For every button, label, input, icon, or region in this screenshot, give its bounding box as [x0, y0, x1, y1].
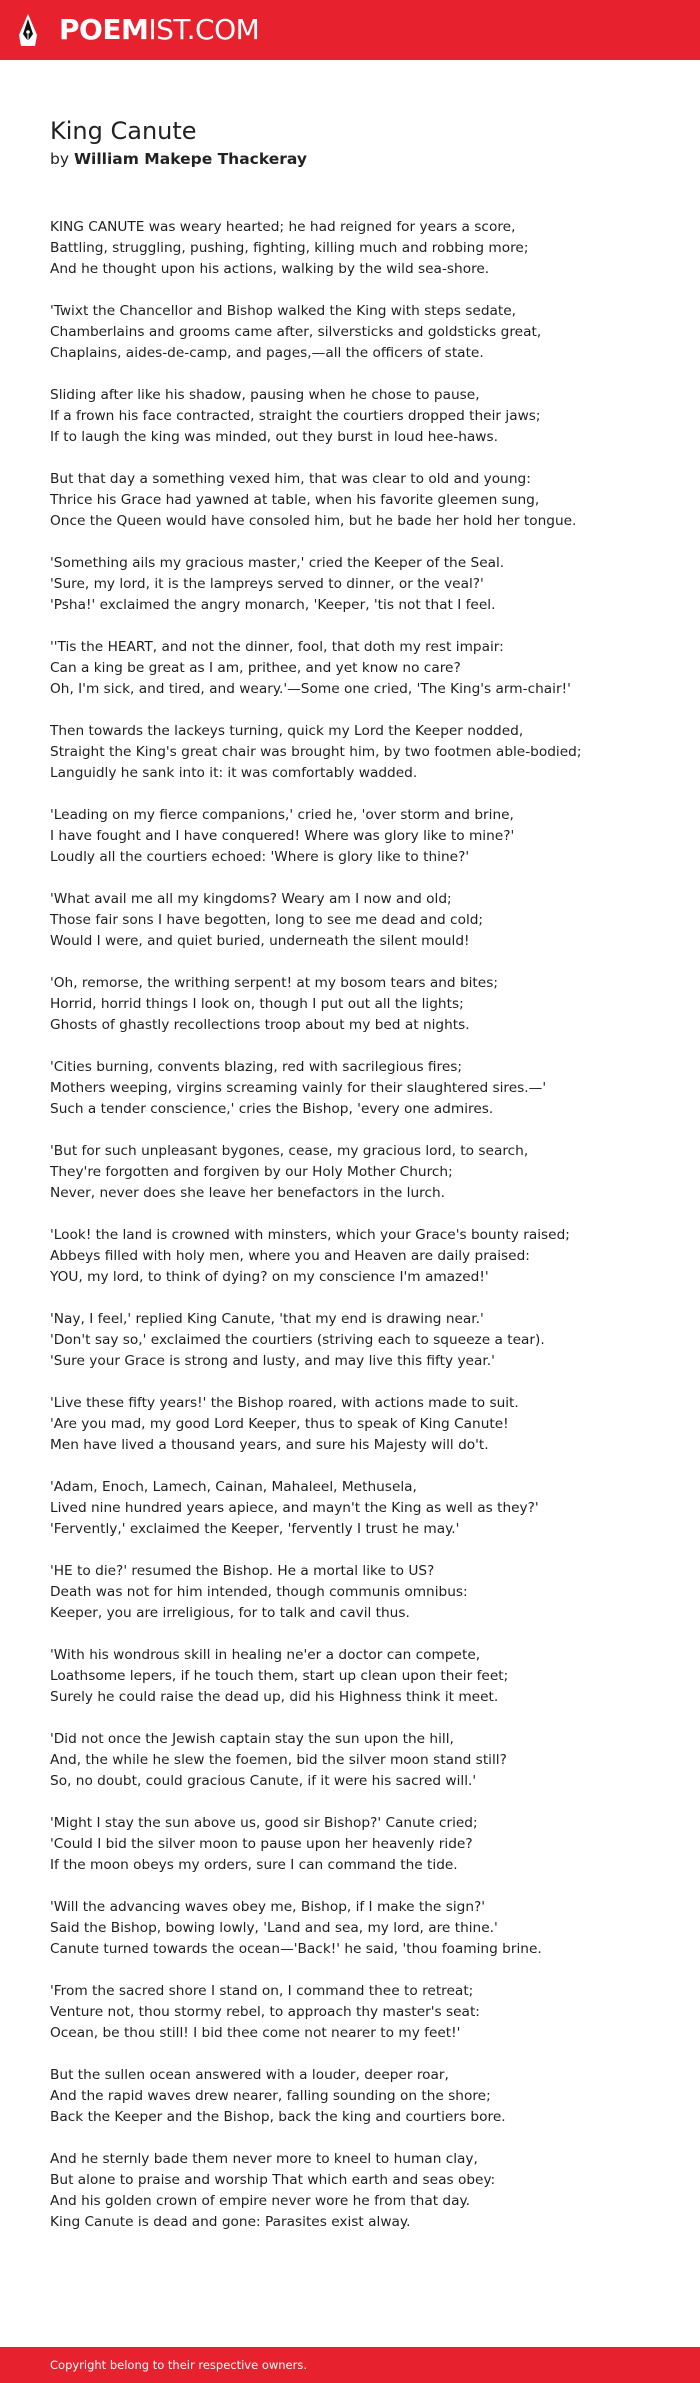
poem-line: Mothers weeping, virgins screaming vainly for their slaughtered sires.—' [50, 1080, 547, 1096]
poem-line: And, the while he slew the foemen, bid the silver moon stand still? [50, 1752, 507, 1768]
poem-line: If to laugh the king was minded, out they burst in loud hee-haws. [50, 429, 498, 445]
stanza [50, 973, 650, 1036]
site-logo[interactable] [59, 13, 260, 46]
poem-line: Said the Bishop, bowing lowly, 'Land and sea, my lord, are thine.' [50, 1920, 498, 1936]
logo-text-light: IST.COM [148, 13, 260, 46]
poem-line: Chamberlains and grooms came after, silversticks and goldsticks great, [50, 324, 542, 340]
poem-line: I have fought and I have conquered! Where was glory like to mine?' [50, 828, 515, 844]
poem-line: If the moon obeys my orders, sure I can command the tide. [50, 1857, 458, 1873]
stanza [50, 1645, 650, 1708]
poem-line: Surely he could raise the dead up, did his Highness think it meet. [50, 1689, 499, 1705]
poem-line: They're forgotten and forgiven by our Holy Mother Church; [50, 1164, 453, 1180]
poem-line: And he sternly bade them never more to kneel to human clay, [50, 2151, 478, 2167]
stanza [50, 301, 650, 364]
author-name[interactable]: William Makepe Thackeray [73, 150, 307, 168]
poem-line: 'Are you mad, my good Lord Keeper, thus to speak of King Canute! [50, 1416, 509, 1432]
poem-line: 'From the sacred shore I stand on, I command thee to retreat; [50, 1983, 474, 1999]
poem-line: 'Nay, I feel,' replied King Canute, 'that my end is drawing near.' [50, 1311, 484, 1327]
poem-line: Never, never does she leave her benefactors in the lurch. [50, 1185, 445, 1201]
poem-line: Loudly all the courtiers echoed: 'Where is glory like to thine?' [50, 849, 470, 865]
poem-line: And his golden crown of empire never wore he from that day. [50, 2193, 471, 2209]
stanza [50, 1225, 650, 1288]
poem-line: If a frown his face contracted, straight the courtiers dropped their jaws; [50, 408, 541, 424]
poem-line: 'Don't say so,' exclaimed the courtiers (striving each to squeeze a tear). [50, 1332, 545, 1348]
poem-line: Horrid, horrid things I look on, though I put out all the lights; [50, 996, 464, 1012]
poem-line: 'Psha!' exclaimed the angry monarch, 'Keeper, 'tis not that I feel. [50, 597, 496, 613]
poem-line: Chaplains, aides-de-camp, and pages,—all the officers of state. [50, 345, 484, 361]
poem-line: YOU, my lord, to think of dying? on my conscience I'm amazed!' [50, 1269, 489, 1285]
stanza [50, 1981, 650, 2044]
poem-line: Sliding after like his shadow, pausing when he chose to pause, [50, 387, 480, 403]
by-label: by [50, 150, 70, 168]
byline [50, 148, 650, 170]
stanza [50, 217, 650, 280]
stanza [50, 721, 650, 784]
poem-line: 'Cities burning, convents blazing, red with sacrilegious fires; [50, 1059, 463, 1075]
stanza [50, 1729, 650, 1792]
poem-line: 'With his wondrous skill in healing ne'er a doctor can compete, [50, 1647, 481, 1663]
stanza [50, 553, 650, 616]
stanza [50, 385, 650, 448]
poem-line: 'Look! the land is crowned with minsters, which your Grace's bounty raised; [50, 1227, 570, 1243]
stanza [50, 1057, 650, 1120]
poem-line: 'Leading on my fierce companions,' cried he, 'over storm and brine, [50, 807, 514, 823]
poem-line: King Canute is dead and gone: Parasites exist alway. [50, 2214, 411, 2230]
poem-line: 'Twixt the Chancellor and Bishop walked the King with steps sedate, [50, 303, 517, 319]
poem-line: ''Tis the HEART, and not the dinner, fool, that doth my rest impair: [50, 639, 504, 655]
poem-body [50, 217, 650, 2254]
poem-line: Can a king be great as I am, prithee, and yet know no care? [50, 660, 461, 676]
poem-line: Such a tender conscience,' cries the Bishop, 'every one admires. [50, 1101, 494, 1117]
poem-line: 'What avail me all my kingdoms? Weary am I now and old; [50, 891, 452, 907]
poem-line: Loathsome lepers, if he touch them, start up clean upon their feet; [50, 1668, 509, 1684]
stanza [50, 1141, 650, 1204]
poem-line: 'Sure, my lord, it is the lampreys served to dinner, or the veal?' [50, 576, 484, 592]
poem-line: Then towards the lackeys turning, quick my Lord the Keeper nodded, [50, 723, 524, 739]
poem-line: 'Could I bid the silver moon to pause upon her heavenly ride? [50, 1836, 473, 1852]
site-footer [0, 2347, 700, 2383]
poem-line: Once the Queen would have consoled him, but he bade her hold her tongue. [50, 513, 577, 529]
poem-line: 'Might I stay the sun above us, good sir Bishop?' Canute cried; [50, 1815, 478, 1831]
poem-line: Keeper, you are irreligious, for to talk and cavil thus. [50, 1605, 410, 1621]
stanza [50, 637, 650, 700]
stanza [50, 805, 650, 868]
poem-line: But that day a something vexed him, that was clear to old and young: [50, 471, 531, 487]
poem-line: Canute turned towards the ocean—'Back!' he said, 'thou foaming brine. [50, 1941, 542, 1957]
site-header [0, 0, 700, 60]
poem-line: Ghosts of ghastly recollections troop about my bed at nights. [50, 1017, 470, 1033]
logo-text-bold: POEM [59, 13, 149, 46]
poem-line: 'Something ails my gracious master,' cried the Keeper of the Seal. [50, 555, 505, 571]
poem-line: Languidly he sank into it: it was comfortably wadded. [50, 765, 418, 781]
poem-line: Battling, struggling, pushing, fighting, killing much and robbing more; [50, 240, 529, 256]
stanza [50, 889, 650, 952]
poem-line: Men have lived a thousand years, and sure his Majesty will do't. [50, 1437, 489, 1453]
stanza [50, 1561, 650, 1624]
poem-heading [50, 114, 650, 170]
stanza [50, 1813, 650, 1876]
poem-line: But the sullen ocean answered with a louder, deeper roar, [50, 2067, 449, 2083]
poem-line: Would I were, and quiet buried, underneath the silent mould! [50, 933, 470, 949]
poem-line: Back the Keeper and the Bishop, back the king and courtiers bore. [50, 2109, 506, 2125]
poem-line: 'But for such unpleasant bygones, cease, my gracious lord, to search, [50, 1143, 529, 1159]
stanza [50, 1309, 650, 1372]
pen-nib-icon[interactable] [17, 13, 39, 47]
poem-title: King Canute [50, 117, 197, 145]
poem-line: 'Fervently,' exclaimed the Keeper, 'fervently I trust he may.' [50, 1521, 460, 1537]
stanza [50, 2065, 650, 2128]
poem-line: And he thought upon his actions, walking by the wild sea-shore. [50, 261, 490, 277]
poem-line: So, no doubt, could gracious Canute, if it were his sacred will.' [50, 1773, 477, 1789]
poem-line: 'Adam, Enoch, Lamech, Cainan, Mahaleel, Methusela, [50, 1479, 417, 1495]
poem-line: 'Oh, remorse, the writhing serpent! at my bosom tears and bites; [50, 975, 498, 991]
stanza [50, 1393, 650, 1456]
poem-line: Oh, I'm sick, and tired, and weary.'—Some one cried, 'The King's arm-chair!' [50, 681, 571, 697]
poem-line: Straight the King's great chair was brought him, by two footmen able-bodied; [50, 744, 582, 760]
poem-line: And the rapid waves drew nearer, falling sounding on the shore; [50, 2088, 491, 2104]
stanza [50, 1897, 650, 1960]
poem-line: Venture not, thou stormy rebel, to approach thy master's seat: [50, 2004, 480, 2020]
poem-line: 'Will the advancing waves obey me, Bishop, if I make the sign?' [50, 1899, 486, 1915]
poem-line: Lived nine hundred years apiece, and mayn't the King as well as they?' [50, 1500, 539, 1516]
poem-line: But alone to praise and worship That which earth and seas obey: [50, 2172, 496, 2188]
poem-line: 'Did not once the Jewish captain stay the sun upon the hill, [50, 1731, 454, 1747]
poem-line: Those fair sons I have begotten, long to see me dead and cold; [50, 912, 484, 928]
poem-line: Death was not for him intended, though communis omnibus: [50, 1584, 468, 1600]
stanza [50, 1477, 650, 1540]
stanza [50, 2149, 650, 2233]
poem-line: 'HE to die?' resumed the Bishop. He a mortal like to US? [50, 1563, 435, 1579]
poem-line: Ocean, be thou still! I bid thee come not nearer to my feet!' [50, 2025, 461, 2041]
poem-line: Abbeys filled with holy men, where you and Heaven are daily praised: [50, 1248, 530, 1264]
poem-line: 'Sure your Grace is strong and lusty, and may live this fifty year.' [50, 1353, 495, 1369]
poem-line: 'Live these fifty years!' the Bishop roared, with actions made to suit. [50, 1395, 519, 1411]
poem-line: KING CANUTE was weary hearted; he had reigned for years a score, [50, 219, 516, 235]
poem-line: Thrice his Grace had yawned at table, when his favorite gleemen sung, [50, 492, 540, 508]
stanza [50, 469, 650, 532]
copyright-text: Copyright belong to their respective owners. [50, 2358, 308, 2372]
